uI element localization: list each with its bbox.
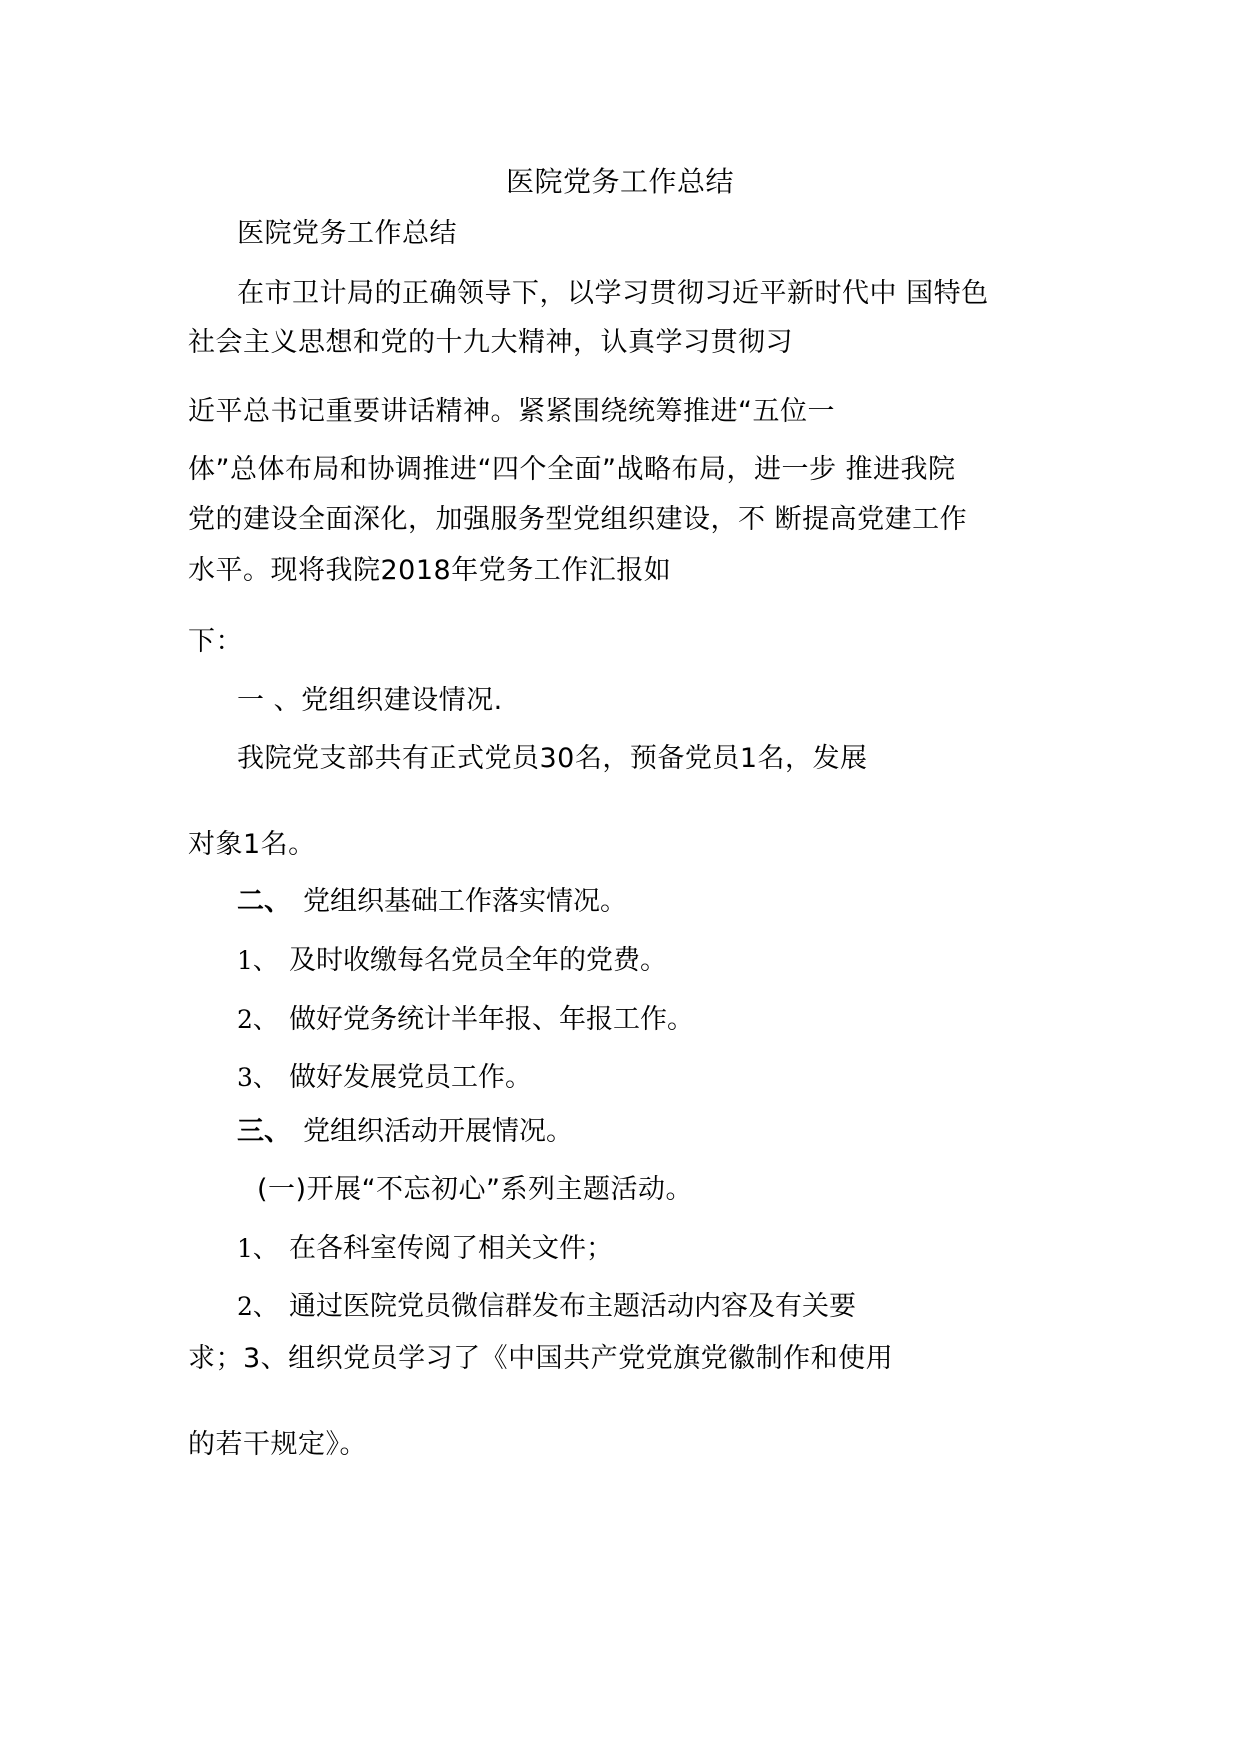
list-item-text: 通过医院党员微信群发布主题活动内容及有关要 (289, 1291, 856, 1322)
section1-body-line-2: 对象1名。 (188, 829, 316, 860)
section3-heading (237, 1114, 573, 1150)
section2-item-1 (237, 943, 667, 979)
list-item-text: 在各科室传阅了相关文件； (289, 1233, 613, 1264)
section1-heading: 一 、党组织建设情况. (237, 685, 503, 716)
list-marker: 3、 (237, 1063, 278, 1092)
section1-body-line-1: 我院党支部共有正式党员30名，预备党员1名，发展 (237, 743, 868, 774)
intro-line-2: 社会主义思想和党的十九大精神，认真学习贯彻习 (188, 327, 793, 358)
document-title: 医院党务工作总结 (505, 165, 734, 198)
list-item-text: 及时收缴每名党员全年的党费。 (289, 945, 667, 976)
section2-item-3 (237, 1060, 532, 1096)
intro-line-7: 下： (188, 626, 243, 657)
list-marker: 2、 (237, 1005, 278, 1034)
section2-heading (237, 884, 627, 920)
section3-continuation-line-2: 的若干规定》。 (188, 1429, 367, 1460)
list-marker: 2、 (237, 1292, 278, 1321)
list-item-text: 做好党务统计半年报、年报工作。 (289, 1004, 694, 1035)
section2-item-2 (237, 1002, 694, 1038)
document-subtitle: 医院党务工作总结 (237, 218, 457, 249)
section3-continuation-line-1: 求；3、组织党员学习了《中国共产党党旗党徽制作和使用 (188, 1343, 894, 1374)
list-marker: 1、 (237, 946, 278, 975)
intro-line-4: 体”总体布局和协调推进“四个全面”战略布局，进一步 推进我院 (188, 454, 956, 485)
intro-line-6: 水平。现将我院2018年党务工作汇报如 (188, 555, 672, 586)
section3-heading-text: 党组织活动开展情况。 (303, 1116, 573, 1147)
section2-marker: 二、 (237, 886, 291, 917)
section3-item-2 (237, 1289, 856, 1325)
section3-marker: 三、 (237, 1116, 291, 1147)
section2-heading-text: 党组织基础工作落实情况。 (303, 886, 627, 917)
list-item-text: 做好发展党员工作。 (289, 1062, 532, 1093)
intro-line-3: 近平总书记重要讲话精神。紧紧围绕统筹推进“五位一 (188, 396, 835, 427)
section3-sub-heading: (一)开展“不忘初心”系列主题活动。 (257, 1174, 694, 1205)
section3-item-1 (237, 1231, 613, 1267)
intro-line-5: 党的建设全面深化，加强服务型党组织建设，不 断提高党建工作 (188, 504, 968, 535)
intro-line-1: 在市卫计局的正确领导下，以学习贯彻习近平新时代中 国特色 (237, 278, 989, 309)
list-marker: 1、 (237, 1234, 278, 1263)
